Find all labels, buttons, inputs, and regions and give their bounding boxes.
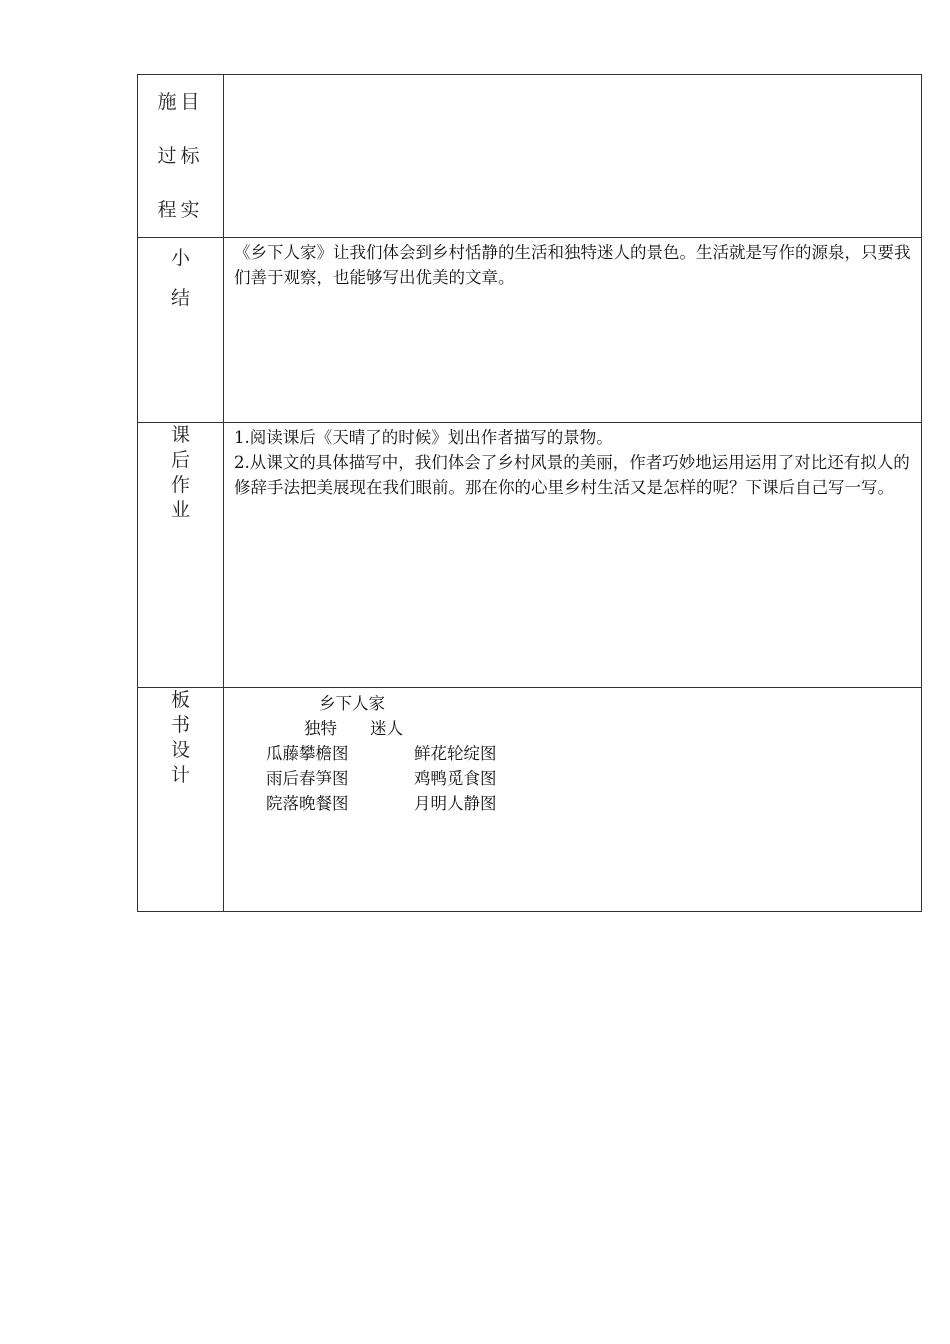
board-right-item-2: 鸡鸭觅食图 [414, 769, 497, 788]
homework-label [138, 423, 223, 523]
board-label-cell [138, 688, 224, 912]
board-right-heading: 迷人 [370, 719, 403, 738]
board-label-line-1: 板 [170, 689, 190, 711]
summary-label [138, 238, 223, 318]
board-right-item-1: 鲜花轮绽图 [414, 744, 497, 763]
homework-label-line-2: 后 [170, 449, 190, 471]
lesson-plan-table [137, 74, 922, 912]
homework-label-cell [138, 423, 224, 688]
homework-label-line-1: 课 [170, 424, 190, 446]
implementation-label-line-1: 施目 [157, 91, 204, 113]
board-label-line-4: 计 [170, 764, 190, 786]
board-left-item-2: 雨后春笋图 [266, 769, 349, 788]
homework-item-2: 2.从课文的具体描写中，我们体会了乡村风景的美丽，作者巧妙地运用运用了对比还有拟人的修辞手法把美展现在我们眼前。那在你的心里乡村生活又是怎样的呢？下课后自己写一写。 [234, 453, 910, 497]
board-left-item-1: 瓜藤攀檐图 [266, 744, 349, 763]
homework-content-cell [224, 423, 922, 688]
implementation-label [138, 75, 223, 237]
board-title: 乡下人家 [319, 694, 385, 713]
board-label-line-2: 书 [170, 714, 190, 736]
implementation-label-cell [138, 75, 224, 238]
summary-label-cell [138, 238, 224, 423]
board-right-item-3: 月明人静图 [414, 794, 497, 813]
summary-row [138, 238, 922, 423]
board-left-item-3: 院落晚餐图 [266, 794, 349, 813]
board-content-cell [224, 688, 922, 912]
implementation-content-cell [224, 75, 922, 238]
summary-label-line-1: 小 [170, 247, 190, 269]
summary-content-cell [224, 238, 922, 423]
homework-label-line-3: 作 [170, 474, 190, 496]
implementation-row [138, 75, 922, 238]
board-label [138, 688, 223, 788]
implementation-label-line-2: 过标 [157, 145, 204, 167]
board-label-line-3: 设 [170, 739, 190, 761]
homework-item-1: 1.阅读课后《天晴了的时候》划出作者描写的景物。 [234, 428, 613, 447]
board-row [138, 688, 922, 912]
implementation-label-line-3: 程实 [157, 199, 204, 221]
homework-row [138, 423, 922, 688]
board-left-heading: 独特 [304, 719, 337, 738]
summary-label-line-2: 结 [170, 287, 190, 309]
homework-label-line-4: 业 [170, 499, 190, 521]
summary-text: 《乡下人家》让我们体会到乡村恬静的生活和独特迷人的景色。生活就是写作的源泉，只要我们善于观察，也能够写出优美的文章。 [234, 243, 911, 287]
